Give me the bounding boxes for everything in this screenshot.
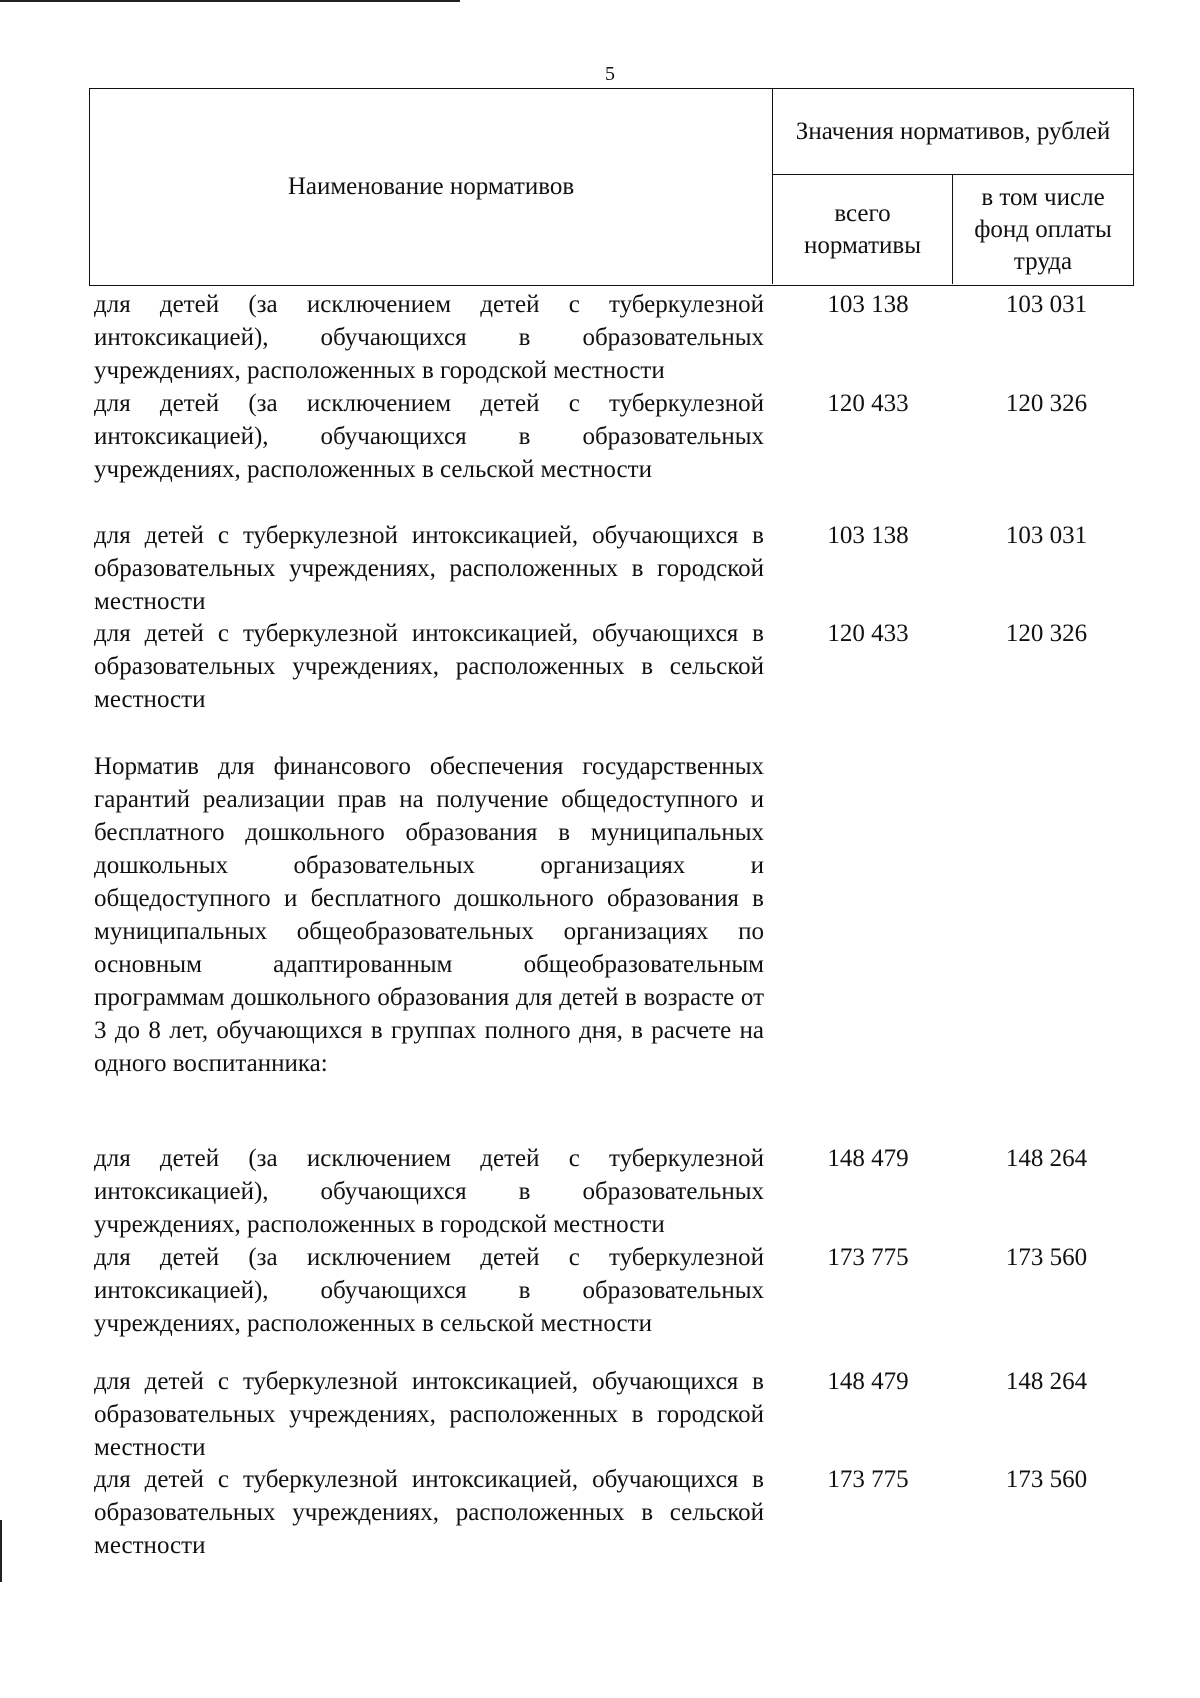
- scan-edge-top: [0, 0, 460, 2]
- row-description: для детей (за исключением детей с туберкулезной интоксикацией), обучающихся в образовательных учреждениях, расположенных в сельской местности: [94, 1244, 764, 1337]
- row-total-value: 103 138: [827, 522, 909, 549]
- row-description: для детей (за исключением детей с туберкулезной интоксикацией), обучающихся в образовательных учреждениях, расположенных в городской местности: [94, 291, 764, 384]
- row-fund-value: 120 326: [1005, 620, 1088, 647]
- header-values-column: Значения нормативов, рублей: [773, 89, 1133, 175]
- row-description: для детей с туберкулезной интоксикацией, обучающихся в образовательных учреждениях, расположенных в сельской местности: [94, 1466, 764, 1559]
- scan-edge-left: [0, 1520, 2, 1582]
- row-description: для детей (за исключением детей с туберкулезной интоксикацией), обучающихся в образовательных учреждениях, расположенных в городской местности: [94, 1145, 764, 1238]
- row-total-value: 120 433: [827, 390, 909, 417]
- table-header: [89, 88, 1134, 286]
- normative-paragraph: Норматив для финансового обеспечения государственных гарантий реализации прав на получение общедоступного и бесплатного дошкольного образования в муниципальных дошкольных образовательных организациях и общедоступного и бесплатного дошкольного образования в муниципальных общеобразовательных организациях по основным адаптированным общеобразовательным программам дошкольного образования для детей в возрасте от 3 до 8 лет, обучающихся в группах полного дня, в расчете на одного воспитанника:: [94, 753, 764, 1077]
- row-fund-value: 148 264: [1005, 1145, 1088, 1172]
- row-total-value: 103 138: [827, 291, 909, 318]
- row-fund-value: 103 031: [1005, 291, 1088, 318]
- row-total-value: 173 775: [827, 1244, 909, 1271]
- header-name-column: Наименование нормативов: [90, 89, 773, 284]
- row-description: для детей (за исключением детей с туберкулезной интоксикацией), обучающихся в образовательных учреждениях, расположенных в сельской местности: [94, 390, 764, 483]
- row-total-value: 120 433: [827, 620, 909, 647]
- row-fund-value: 173 560: [1005, 1244, 1088, 1271]
- row-fund-value: 120 326: [1005, 390, 1088, 417]
- header-total-column: всего нормативы: [773, 175, 953, 284]
- row-description: для детей с туберкулезной интоксикацией, обучающихся в образовательных учреждениях, расположенных в городской местности: [94, 522, 764, 615]
- header-fund-column: в том числе фонд оплаты труда: [974, 183, 1112, 275]
- page-number: 5: [605, 63, 615, 85]
- row-total-value: 148 479: [827, 1368, 909, 1395]
- row-total-value: 173 775: [827, 1466, 909, 1493]
- row-description: для детей с туберкулезной интоксикацией, обучающихся в образовательных учреждениях, расположенных в сельской местности: [94, 620, 764, 713]
- row-fund-value: 148 264: [1005, 1368, 1088, 1395]
- row-fund-value: 103 031: [1005, 522, 1088, 549]
- row-fund-value: 173 560: [1005, 1466, 1088, 1493]
- row-description: для детей с туберкулезной интоксикацией, обучающихся в образовательных учреждениях, расположенных в городской местности: [94, 1368, 764, 1461]
- row-total-value: 148 479: [827, 1145, 909, 1172]
